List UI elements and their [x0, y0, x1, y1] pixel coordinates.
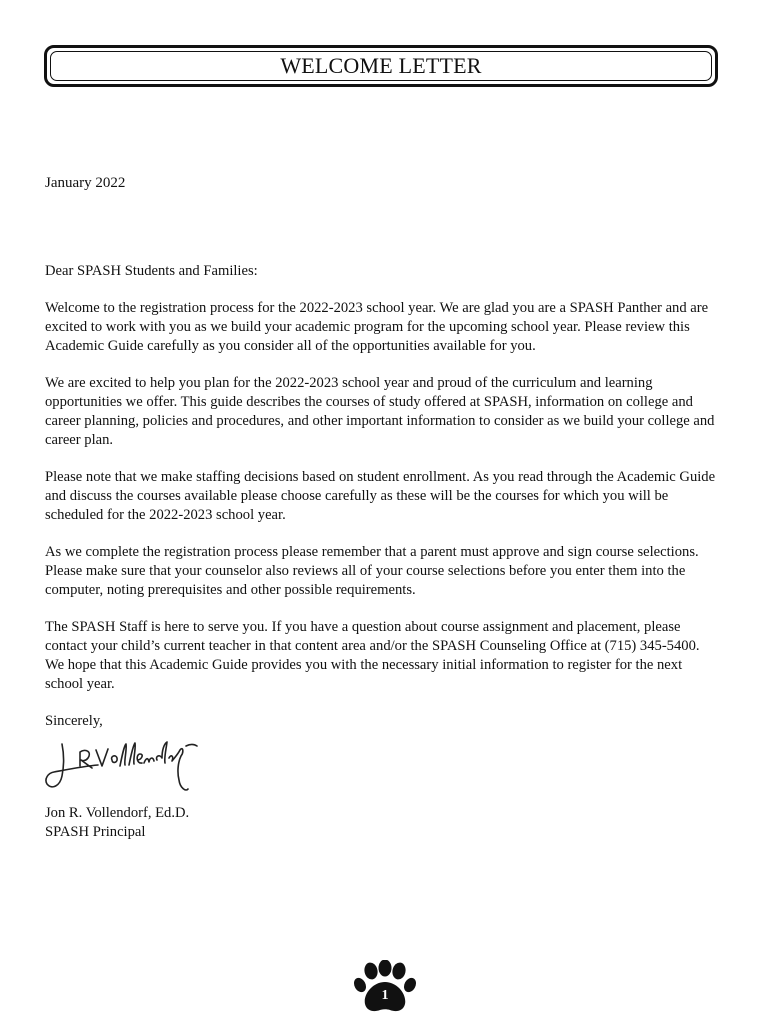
paragraph-5: The SPASH Staff is here to serve you. If you have a question about course assignment and placement, please contact your child’s current teacher in that content area and/or the SPASH Counseling Office at (715) 345-5400. We hope that this Academic Guide provides you with the necessary initial information to register for the next school year.: [45, 619, 700, 692]
paragraph-4: As we complete the registration process please remember that a parent must approve and sign course selections. Please make sure that your counselor also reviews all of your course selections before you enter them into the computer, noting prerequisites and other possible requirements.: [45, 544, 699, 598]
page-title: WELCOME LETTER: [280, 53, 482, 78]
signer-title: SPASH Principal: [45, 824, 146, 840]
closing: Sincerely,: [45, 713, 103, 729]
paragraph-3: Please note that we make staffing decisions based on student enrollment. As you read through the Academic Guide and discuss the courses available please choose carefully as these will be the courses for which you will be scheduled for the 2022-2023 school year.: [45, 469, 716, 523]
signer-block: [45, 804, 189, 842]
signature-image: [40, 736, 200, 796]
letter-body: [45, 262, 720, 749]
title-box: [44, 45, 718, 87]
salutation: Dear SPASH Students and Families:: [45, 263, 258, 279]
paragraph-1: Welcome to the registration process for the 2022-2023 school year. We are glad you are a SPASH Panther and are excited to work with you as we build your academic program for the upcoming school year. Please review this Academic Guide carefully as you consider all of the opportunities available for you.: [45, 300, 709, 354]
signer-name: Jon R. Vollendorf, Ed.D.: [45, 805, 190, 821]
paragraph-2: We are excited to help you plan for the 2022-2023 school year and proud of the curriculum and learning opportunities we offer. This guide describes the courses of study offered at SPASH, information on college and career planning, policies and procedures, and other important information to consider as we build your college and career plan.: [45, 375, 715, 448]
title-box-inner: [50, 51, 712, 81]
page-number: 1: [381, 988, 389, 1003]
letter-date: January 2022: [45, 175, 126, 191]
